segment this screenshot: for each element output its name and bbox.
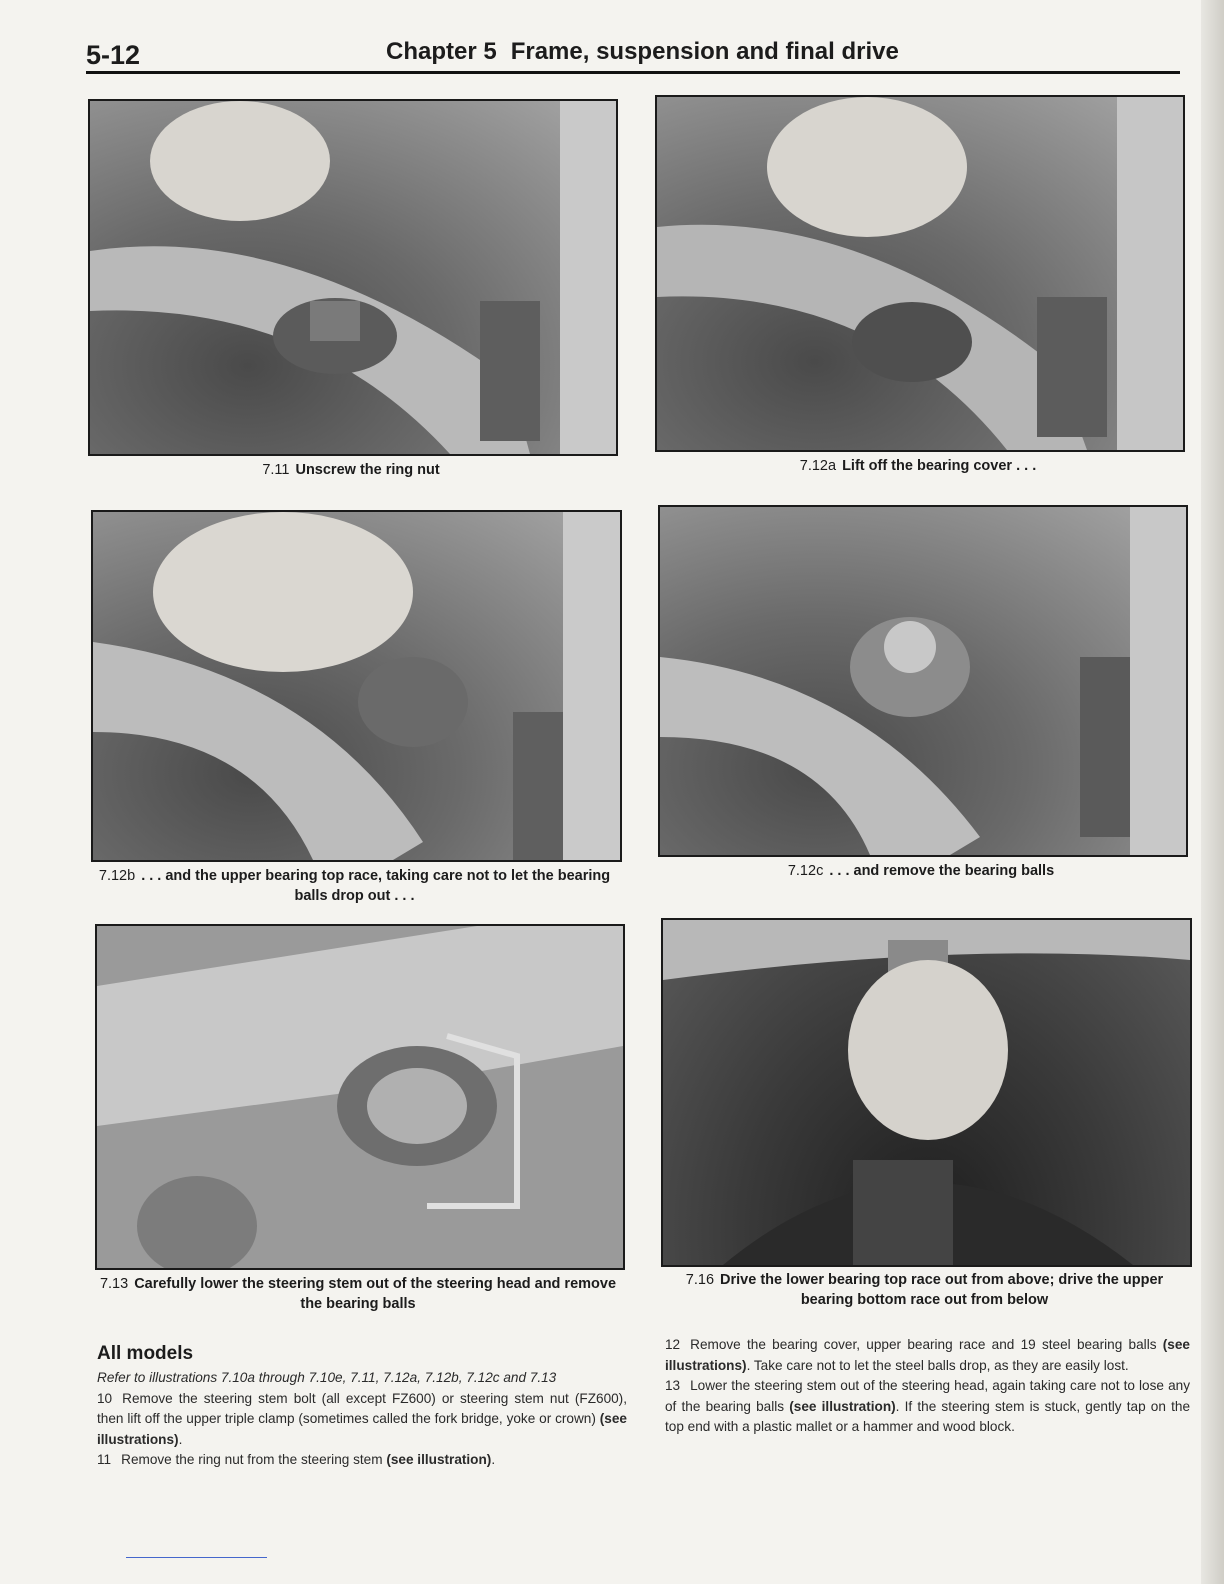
- paragraph-11: 11 Remove the ring nut from the steering stem (see illustration).: [97, 1452, 496, 1467]
- photo-7-11-image: [90, 101, 616, 454]
- photo-7-16-image: [663, 920, 1190, 1265]
- page-edge: [1201, 0, 1224, 1584]
- photo-7-16: [661, 918, 1192, 1267]
- chapter-label: Chapter 5: [386, 38, 497, 65]
- see-illustration-ref: (see illustration): [789, 1398, 896, 1414]
- chapter-title: [386, 38, 899, 66]
- photo-7-12a-image: [657, 97, 1183, 450]
- caption-7-16: [661, 1270, 1188, 1310]
- caption-7-12b: [91, 866, 618, 906]
- figure-caption: Carefully lower the steering stem out of the steering head and remove the bearing balls: [134, 1276, 617, 1312]
- figure-number: 7.13: [99, 1276, 129, 1292]
- see-illustration-ref: (see illustration): [386, 1452, 492, 1467]
- caption-7-12c: [658, 861, 1184, 881]
- photo-7-11: [88, 99, 618, 456]
- photo-7-12b-image: [93, 512, 620, 860]
- paragraph-13: 13 Lower the steering stem out of the steering head, again taking care not to lose any of the bearing balls (see illustration). If the steering stem is stuck, gently tap on the top end with a plastic mallet or a hammer and wood block.: [665, 1378, 1191, 1434]
- see-illustrations-ref: (see illustrations): [665, 1337, 1190, 1373]
- header-rule: [86, 71, 1180, 74]
- photo-7-13-image: [97, 926, 623, 1268]
- illustration-reference: Refer to illustrations 7.10a through 7.10e, 7.11, 7.12a, 7.12b, 7.12c and 7.13: [97, 1370, 557, 1385]
- figure-caption: Lift off the bearing cover . . .: [842, 458, 1037, 474]
- caption-7-12a: [655, 456, 1181, 476]
- photo-7-12c-image: [660, 507, 1186, 855]
- figure-number: 7.12b: [98, 868, 136, 884]
- caption-7-11: [88, 460, 614, 480]
- paragraph-number: 10: [97, 1390, 113, 1406]
- chapter-name: Frame, suspension and final drive: [510, 38, 899, 65]
- photo-7-13: [95, 924, 625, 1270]
- paragraph-number: 13: [665, 1378, 681, 1393]
- paragraph-number: 11: [97, 1452, 112, 1467]
- figure-caption: . . . and the upper bearing top race, taking care not to let the bearing balls drop out . . .: [141, 868, 611, 904]
- text-column-right: [665, 1335, 1190, 1438]
- caption-7-13: [95, 1274, 621, 1314]
- see-illustrations-ref: (see illustrations): [97, 1411, 627, 1447]
- figure-caption: Drive the lower bearing top race out from above; drive the upper bearing bottom race out from below: [720, 1272, 1164, 1308]
- figure-number: 7.12a: [799, 458, 837, 474]
- section-heading: All models: [97, 1343, 194, 1364]
- paragraph-number: 12: [665, 1337, 681, 1352]
- figure-number: 7.12c: [787, 863, 824, 879]
- paragraph-10: 10 Remove the steering stem bolt (all except FZ600) or steering stem nut (FZ600), then lift off the upper triple clamp (sometimes called the fork bridge, yoke or crown) (see illustrations).: [97, 1390, 627, 1447]
- page-number: 5-12: [86, 40, 141, 70]
- photo-7-12c: [658, 505, 1188, 857]
- footer-rule: [126, 1557, 267, 1558]
- text-column-left: [97, 1368, 627, 1471]
- paragraph-12: 12 Remove the bearing cover, upper bearing race and 19 steel bearing balls (see illustrations). Take care not to let the steel balls drop, as they are easily lost.: [665, 1337, 1190, 1373]
- figure-number: 7.16: [685, 1272, 715, 1288]
- figure-caption: Unscrew the ring nut: [295, 462, 440, 478]
- figure-number: 7.11: [262, 462, 290, 478]
- figure-caption: . . . and remove the bearing balls: [829, 863, 1055, 879]
- photo-7-12b: [91, 510, 622, 862]
- photo-7-12a: [655, 95, 1185, 452]
